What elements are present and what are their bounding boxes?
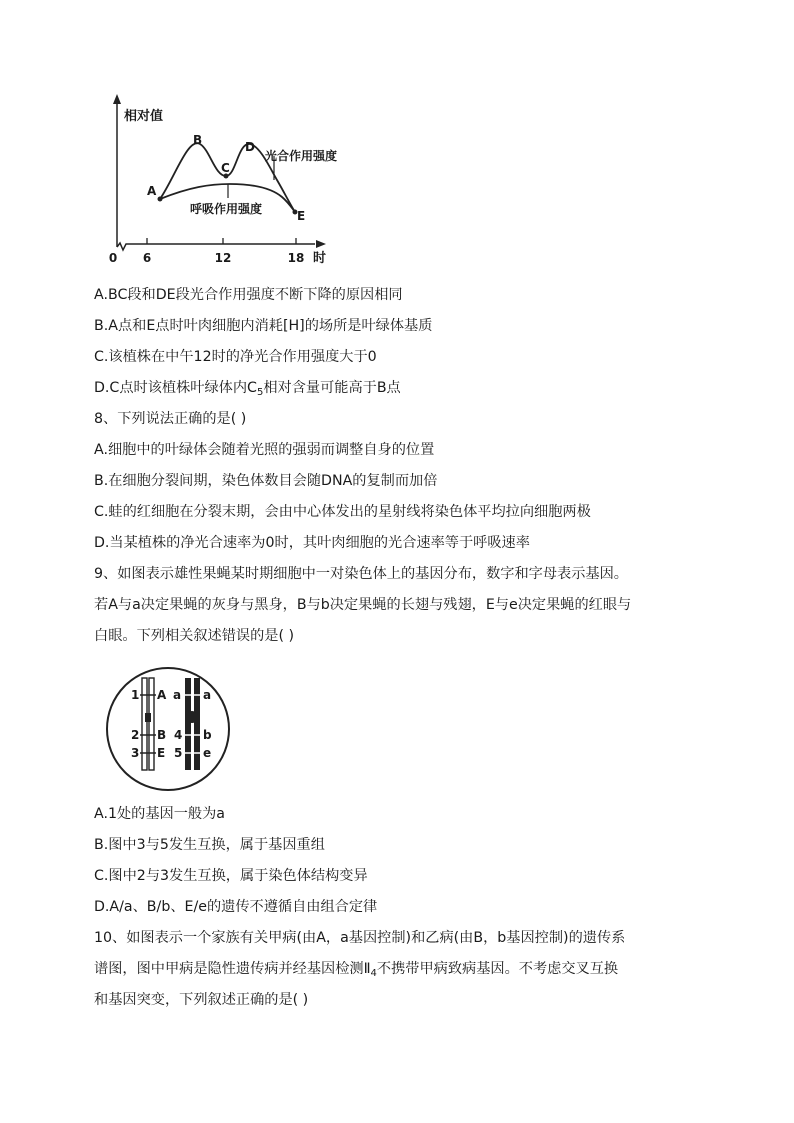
- x-axis-label: 时: [313, 251, 327, 266]
- chromosome-diagram: [104, 665, 232, 793]
- tick-label-18: 18: [287, 251, 305, 265]
- q9-stem-line-3: 白眼。下列相关叙述错误的是( ): [94, 628, 295, 644]
- q8-option-a: A.细胞中的叶绿体会随着光照的强弱而调整自身的位置: [94, 442, 435, 458]
- point-a-label: A: [147, 184, 157, 198]
- tick-label-0: 0: [108, 251, 118, 265]
- gene-label-right-e: e: [203, 746, 212, 760]
- q10-stem-line-2: 谱图，图中甲病是隐性遗传病并经基因检测$Ⅱ_4$不携带甲病致病基因。不考虑交叉互换: [94, 961, 619, 979]
- q8-option-c: C.蛙的红细胞在分裂末期，会由中心体发出的星射线将染色体平均拉向细胞两极: [94, 504, 591, 520]
- gene-label-right-b: b: [203, 728, 212, 742]
- q9-option-a: A.1处的基因一般为a: [94, 806, 225, 822]
- q9-stem-line-1: 9、如图表示雄性果蝇某时期细胞中一对染色体上的基因分布，数字和字母表示基因。: [94, 566, 628, 582]
- gene-label-A: A: [157, 688, 167, 702]
- q9-option-d: D.A/a、B/b、E/e的遗传不遵循自由组合定律: [94, 899, 378, 915]
- q7-option-a: A.BC段和DE段光合作用强度不断下降的原因相同: [94, 287, 403, 303]
- q9-option-b: B.图中3与5发生互换，属于基因重组: [94, 837, 325, 853]
- chromatid-left-1: [142, 678, 147, 770]
- point-b-label: B: [193, 133, 203, 147]
- point-d-label: D: [245, 140, 255, 154]
- gene-label-E: E: [157, 746, 166, 760]
- gene-number-5: 5: [174, 746, 183, 760]
- point-c-label: C: [221, 161, 230, 175]
- q8-option-d: D.当某植株的净光合速率为0时，其叶肉细胞的光合速率等于呼吸速率: [94, 535, 530, 551]
- q9-option-c: C.图中2与3发生互换，属于染色体结构变异: [94, 868, 368, 884]
- q7-option-b: B.A点和E点时叶肉细胞内消耗[H]的场所是叶绿体基质: [94, 318, 433, 334]
- point-a-marker: [158, 197, 163, 202]
- tick-label-12: 12: [214, 251, 232, 265]
- tick-label-6: 6: [142, 251, 152, 265]
- y-axis-arrow: [113, 94, 121, 104]
- q7-option-d: D.C点时该植株叶绿体内$C_5$相对含量可能高于B点: [94, 380, 401, 398]
- chromatid-right-1: [185, 678, 191, 770]
- gene-number-3: 3: [131, 746, 140, 760]
- point-e-label: E: [297, 209, 306, 223]
- gene-number-2: 2: [131, 728, 140, 742]
- x-axis-arrow: [316, 240, 326, 248]
- gene-number-1: 1: [131, 688, 140, 702]
- respiration-label: 呼吸作用强度: [190, 202, 263, 216]
- centromere-right: [186, 711, 198, 723]
- centromere-left: [145, 713, 151, 722]
- gene-label-B: B: [157, 728, 167, 742]
- photosynthesis-chart: [100, 92, 340, 267]
- q8-option-b: B.在细胞分裂间期，染色体数目会随DNA的复制而加倍: [94, 473, 438, 489]
- q10-stem-line-3: 和基因突变，下列叙述正确的是( ): [94, 992, 309, 1008]
- photosynthesis-label: 光合作用强度: [265, 149, 338, 163]
- q9-stem-line-2: 若A与a决定果蝇的灰身与黑身，B与b决定果蝇的长翅与残翅，E与e决定果蝇的红眼与: [94, 597, 632, 613]
- x-axis: [117, 243, 315, 250]
- gene-label-mid-a: a: [173, 688, 182, 702]
- q10-stem-line-1: 10、如图表示一个家族有关甲病(由A，a基因控制)和乙病(由B，b基因控制)的遗传系: [94, 930, 626, 946]
- q7-option-c: C.该植株在中午12时的净光合作用强度大于0: [94, 349, 377, 365]
- y-axis-label: 相对值: [124, 109, 164, 124]
- gene-label-right-a: a: [203, 688, 212, 702]
- chromatid-left-2: [149, 678, 154, 770]
- q8-stem: 8、下列说法正确的是( ): [94, 411, 247, 427]
- gene-number-4: 4: [174, 728, 183, 742]
- chromatid-right-2: [194, 678, 200, 770]
